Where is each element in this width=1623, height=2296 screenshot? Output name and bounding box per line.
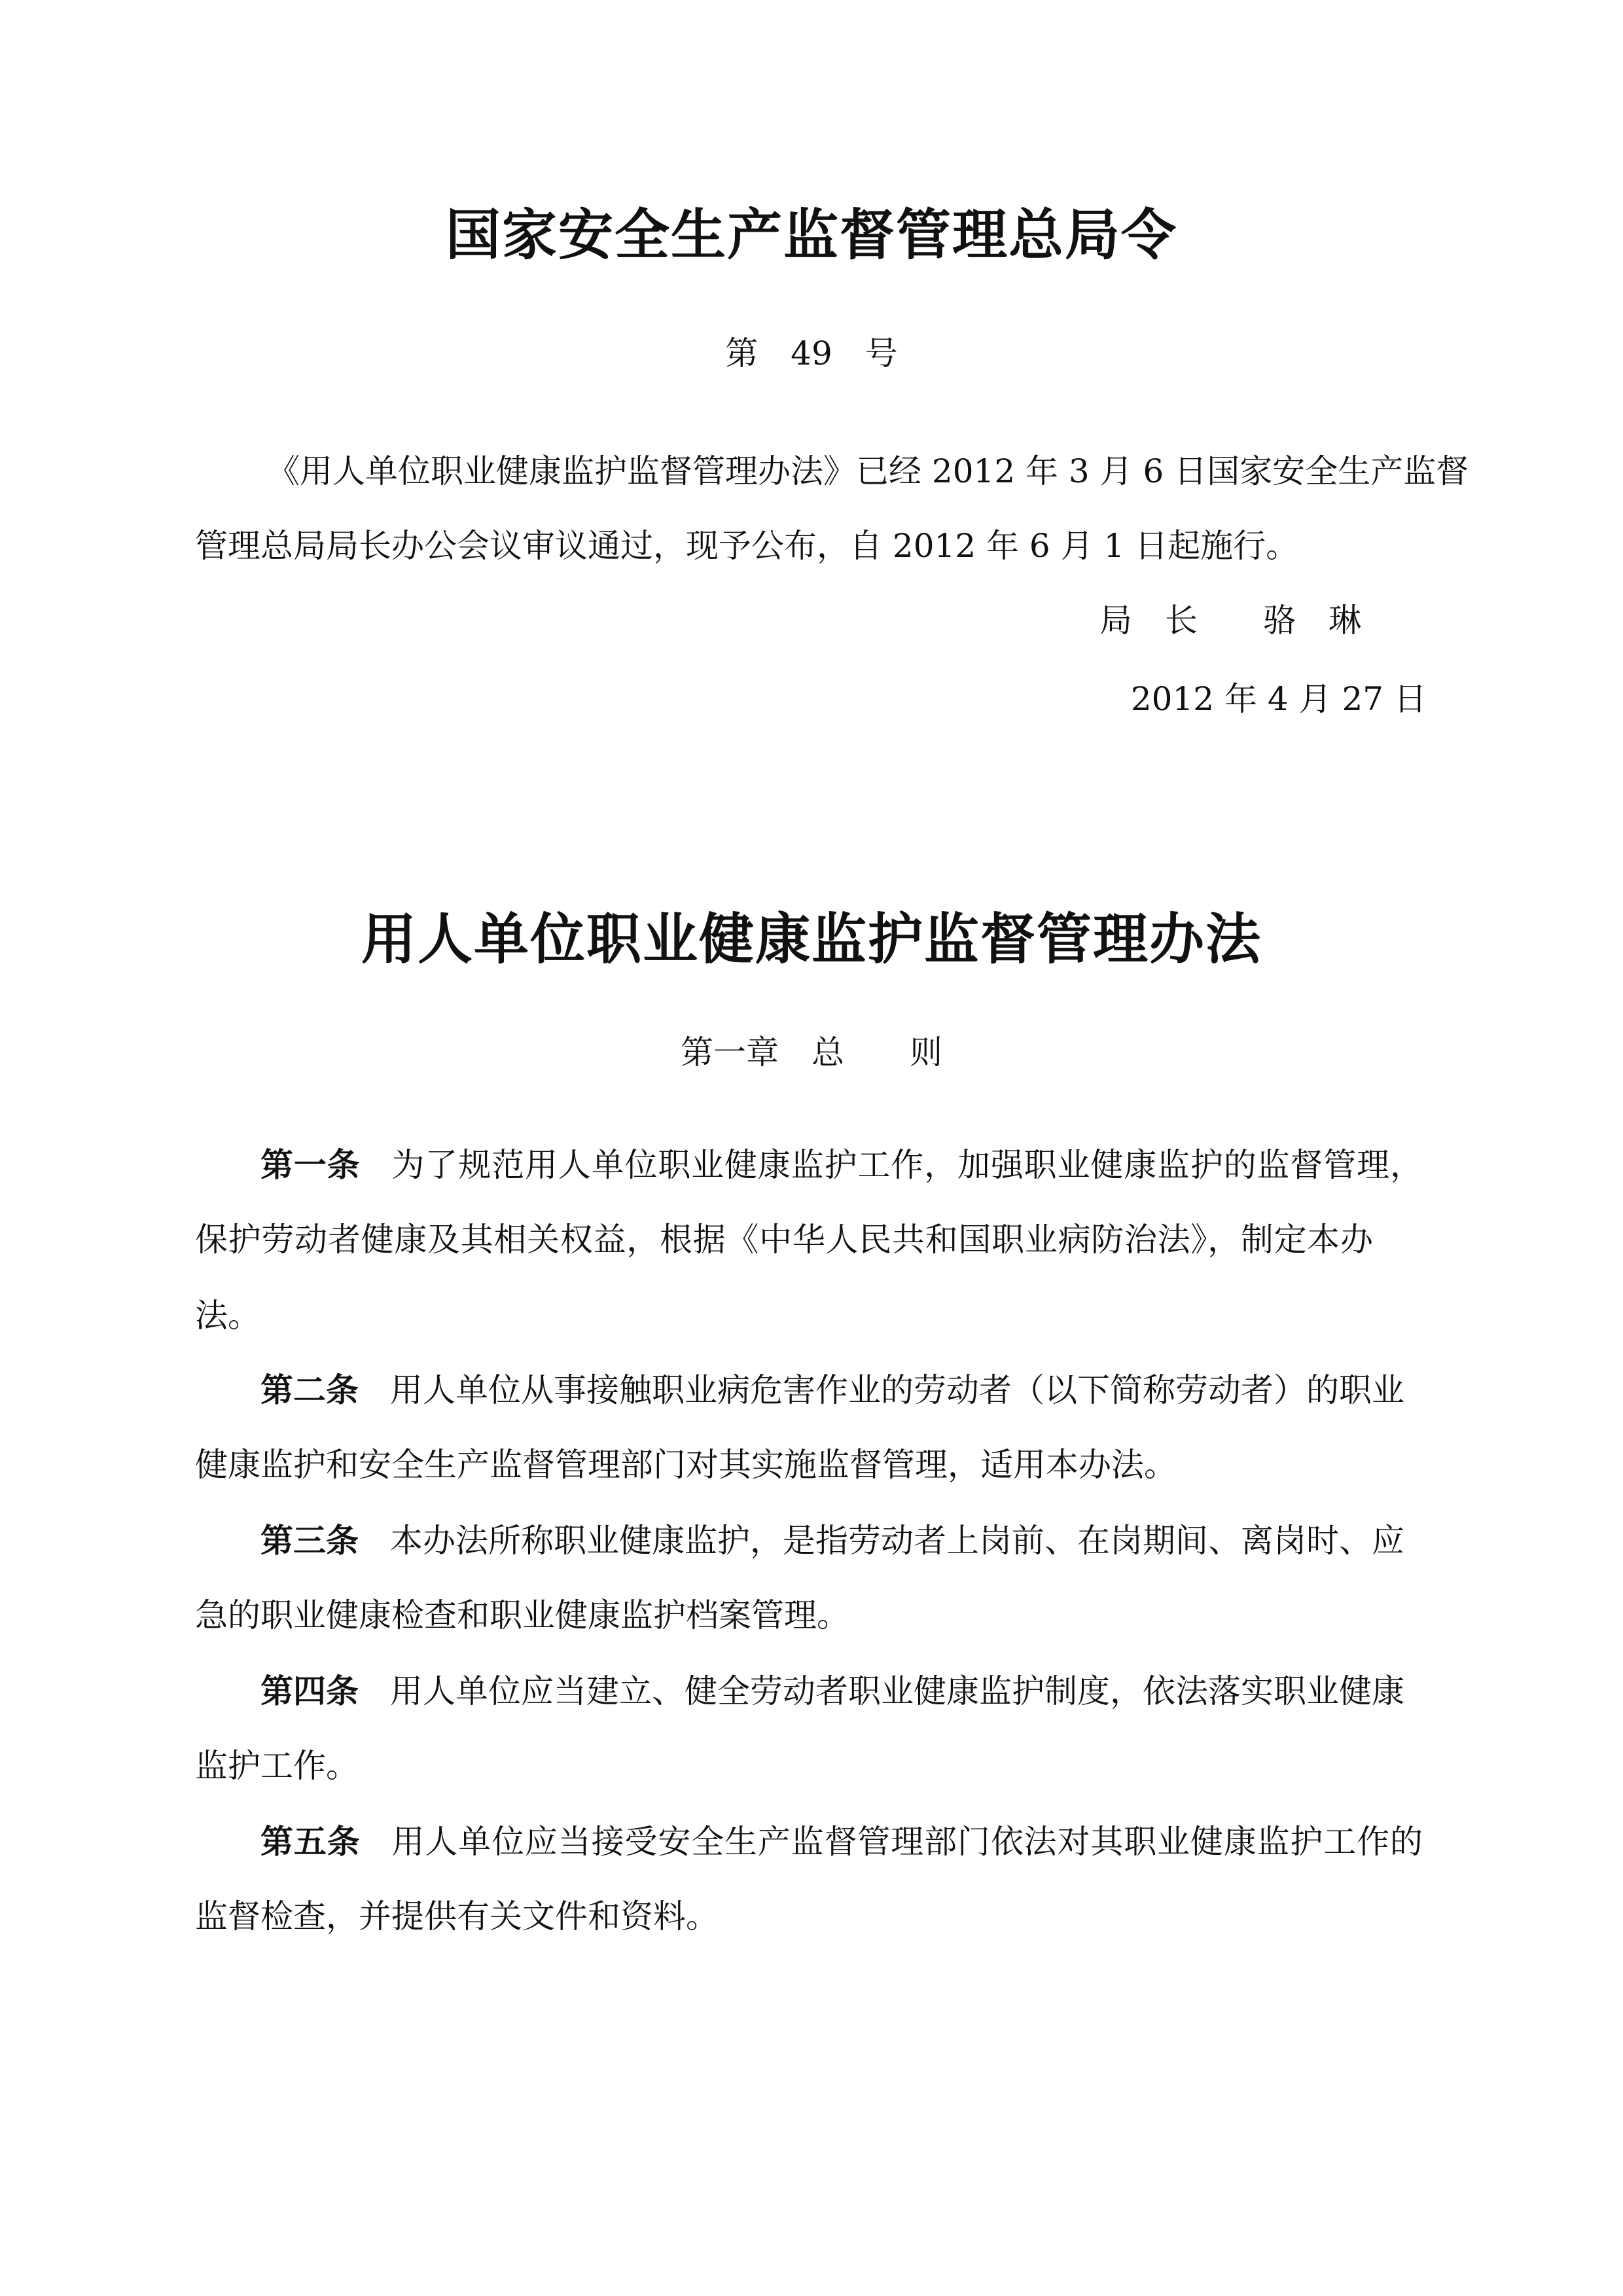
article-4-line-1 xyxy=(260,1670,1403,1712)
article-1-line-2: 保护劳动者健康及其相关权益，根据《中华人民共和国职业病防治法》，制定本办 xyxy=(195,1221,1373,1259)
article-5-line-1 xyxy=(260,1821,1423,1863)
announcement-line-1: 《用人单位职业健康监护监督管理办法》已经 2012 年 3 月 6 日国家安全生产监督 xyxy=(267,452,1469,490)
article-2-line-2: 健康监护和安全生产监督管理部门对其实施监督管理，适用本办法。 xyxy=(195,1446,1177,1484)
article-3-line-2: 急的职业健康检查和职业健康监护档案管理。 xyxy=(195,1596,849,1634)
article-2-text-1: 用人单位从事接触职业病危害作业的劳动者（以下简称劳动者）的职业 xyxy=(390,1371,1404,1409)
article-5-number: 第五条 xyxy=(260,1822,361,1861)
announcement-line-2: 管理总局局长办公会议审议通过，现予公布，自 2012 年 6 月 1 日起施行。 xyxy=(195,527,1299,565)
signatory: 局 长 骆 琳 xyxy=(1099,601,1361,639)
article-1-line-3: 法。 xyxy=(195,1297,260,1335)
article-3-line-1 xyxy=(260,1520,1403,1562)
article-5-text-1: 用人单位应当接受安全生产监督管理部门依法对其职业健康监护工作的 xyxy=(391,1823,1423,1861)
article-3-text-1: 本办法所称职业健康监护，是指劳动者上岗前、在岗期间、离岗时、应 xyxy=(390,1522,1404,1560)
article-4-line-2: 监护工作。 xyxy=(195,1747,359,1785)
order-number: 第 49 号 xyxy=(725,334,898,372)
article-5-line-2: 监督检查，并提供有关文件和资料。 xyxy=(195,1897,719,1935)
regulation-title: 用人单位职业健康监护监督管理办法 xyxy=(361,906,1262,971)
article-1-line-1 xyxy=(260,1144,1423,1186)
article-4-number: 第四条 xyxy=(260,1672,359,1710)
order-title: 国家安全生产监督管理总局令 xyxy=(445,202,1177,267)
article-4-text-1: 用人单位应当建立、健全劳动者职业健康监护制度，依法落实职业健康 xyxy=(390,1672,1404,1710)
signing-date: 2012 年 4 月 27 日 xyxy=(1130,680,1427,718)
article-1-number: 第一条 xyxy=(260,1145,361,1184)
chapter-heading: 第一章 总 则 xyxy=(681,1033,942,1071)
article-3-number: 第三条 xyxy=(260,1521,359,1560)
article-2-line-1 xyxy=(260,1369,1403,1411)
article-2-number: 第二条 xyxy=(260,1371,359,1409)
article-1-text-1: 为了规范用人单位职业健康监护工作，加强职业健康监护的监督管理， xyxy=(391,1146,1423,1184)
